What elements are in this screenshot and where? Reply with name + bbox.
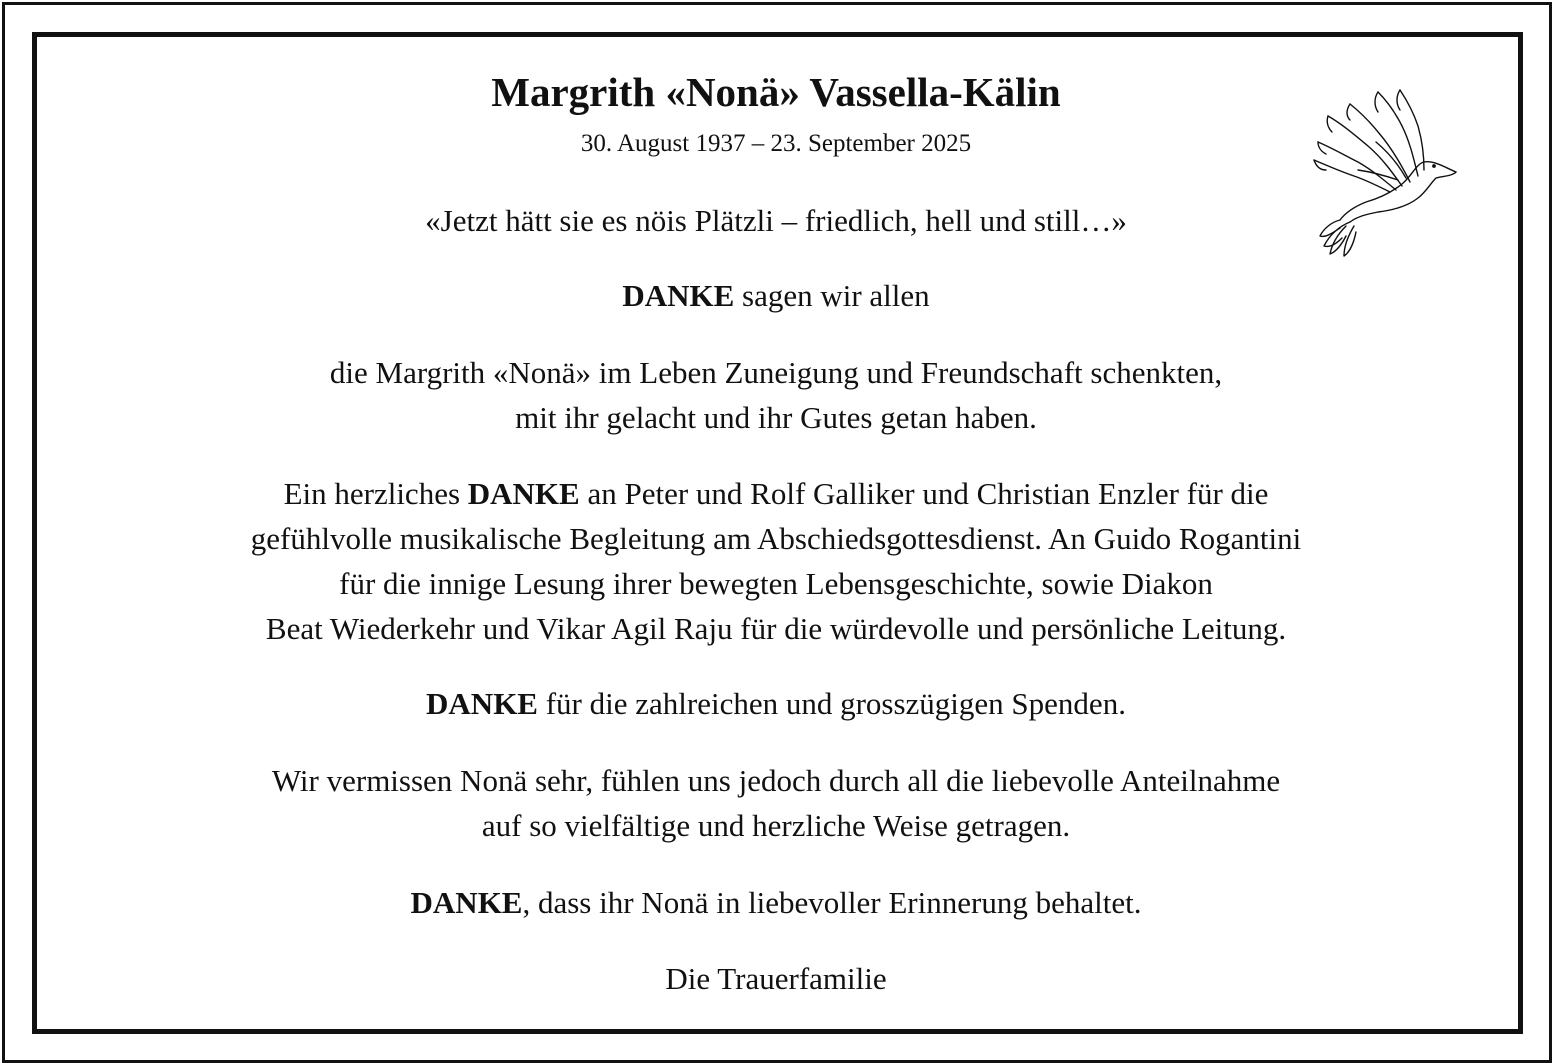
paragraph-2-text-after: an Peter und Rolf Galliker und Christian Enzler für die xyxy=(579,476,1269,511)
danke-word: DANKE xyxy=(467,476,580,511)
deceased-name: Margrith «Nonä» Vassella-Kälin xyxy=(491,69,1061,115)
memorial-quote: «Jetzt hätt sie es nöis Plätzli – friedlich, hell und still…» xyxy=(425,203,1127,238)
life-dates: 30. August 1937 – 23. September 2025 xyxy=(580,130,972,157)
danke-word: DANKE xyxy=(410,885,523,920)
paragraph-1-line-2: mit ihr gelacht und ihr Gutes getan haben. xyxy=(515,400,1037,435)
thanks-intro xyxy=(0,274,1552,318)
paragraph-2-text-before: Ein herzliches xyxy=(283,476,468,511)
paragraph-3-line-1: Wir vermissen Nonä sehr, fühlen uns jedoch durch all die liebevolle Anteilnahme xyxy=(271,763,1281,798)
thanks-intro-text: sagen wir allen xyxy=(734,278,930,313)
paragraph-2-line-4: Beat Wiederkehr und Vikar Agil Raju für die würdevolle und persönliche Leitung. xyxy=(265,611,1287,646)
signature: Die Trauerfamilie xyxy=(665,961,887,996)
danke-word: DANKE xyxy=(426,686,538,721)
thanks-memory xyxy=(0,881,1552,925)
paragraph-2-line-3: für die innige Lesung ihrer bewegten Lebensgeschichte, sowie Diakon xyxy=(339,566,1213,601)
paragraph-3-line-2: auf so vielfältige und herzliche Weise getragen. xyxy=(481,808,1071,843)
danke-word: DANKE xyxy=(622,278,735,313)
dove-icon xyxy=(1306,80,1464,260)
paragraph-2-line-1 xyxy=(0,472,1552,516)
thanks-memory-text: , dass ihr Nonä in liebevoller Erinnerung behaltet. xyxy=(522,885,1142,920)
thanks-donations-text: für die zahlreichen und grosszügigen Spenden. xyxy=(537,686,1126,721)
paragraph-2-line-2: gefühlvolle musikalische Begleitung am Abschiedsgottesdienst. An Guido Rogantini xyxy=(250,521,1302,556)
paragraph-1-line-1: die Margrith «Nonä» im Leben Zuneigung und Freundschaft schenkten, xyxy=(329,355,1223,390)
thanks-donations xyxy=(0,682,1552,726)
